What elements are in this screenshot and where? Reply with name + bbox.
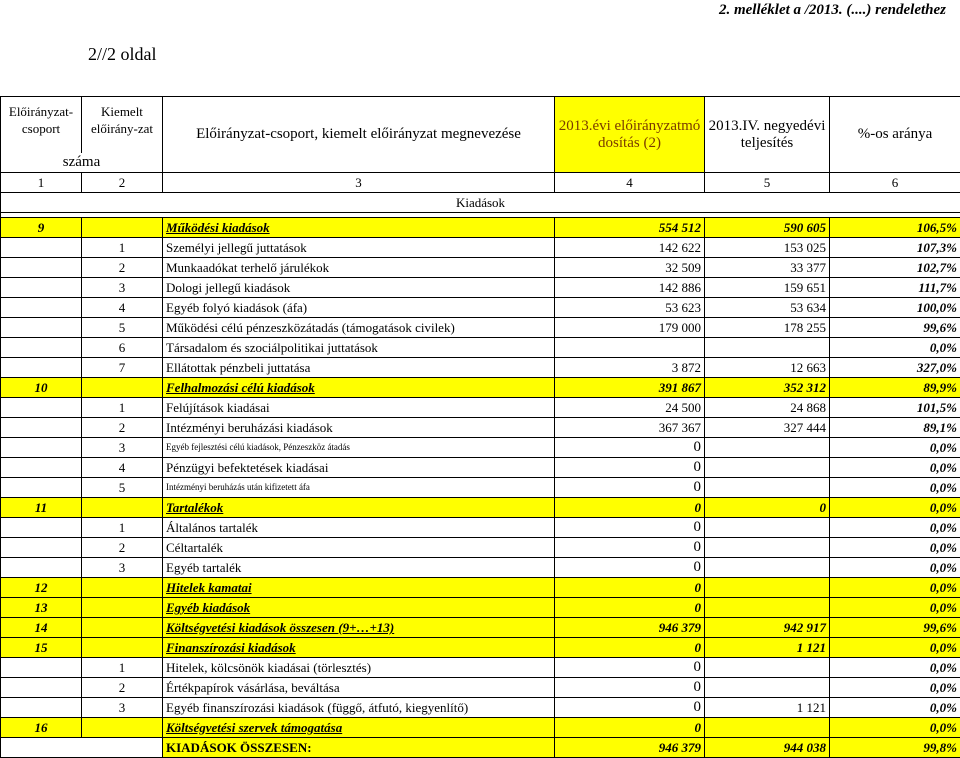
modification-value: 0 bbox=[555, 698, 705, 718]
expenses-table bbox=[0, 96, 960, 758]
item-number: 1 bbox=[82, 658, 163, 678]
modification-value: 0 bbox=[555, 438, 705, 458]
modification-value: 0 bbox=[555, 578, 705, 598]
fulfillment-value: 590 605 bbox=[705, 218, 830, 238]
item-name: Felhalmozási célú kiadások bbox=[163, 378, 555, 398]
modification-value: 0 bbox=[555, 598, 705, 618]
col-header-group: Előirányzat-csoport bbox=[1, 97, 82, 154]
page-indicator: 2//2 oldal bbox=[88, 44, 157, 65]
percent-value: 89,9% bbox=[830, 378, 960, 398]
modification-value: 24 500 bbox=[555, 398, 705, 418]
percent-value: 0,0% bbox=[830, 658, 960, 678]
fulfillment-value bbox=[705, 518, 830, 538]
item-number: 1 bbox=[82, 518, 163, 538]
group-number bbox=[1, 438, 82, 458]
modification-value: 0 bbox=[555, 518, 705, 538]
table-row bbox=[1, 698, 960, 718]
fulfillment-value: 178 255 bbox=[705, 318, 830, 338]
group-number: 14 bbox=[1, 618, 82, 638]
group-number bbox=[1, 538, 82, 558]
percent-value: 0,0% bbox=[830, 518, 960, 538]
group-number bbox=[1, 678, 82, 698]
col-header-szama: száma bbox=[1, 153, 163, 173]
item-number: 4 bbox=[82, 458, 163, 478]
document-title: 2. melléklet a /2013. (....) rendelethez bbox=[719, 2, 946, 19]
category-row bbox=[1, 578, 960, 598]
table-row bbox=[1, 298, 960, 318]
item-number: 3 bbox=[82, 698, 163, 718]
group-number: 16 bbox=[1, 718, 82, 738]
table-row bbox=[1, 678, 960, 698]
total-row bbox=[1, 738, 960, 758]
percent-value: 106,5% bbox=[830, 218, 960, 238]
item-name: Intézményi beruházás után kifizetett áfa bbox=[163, 478, 555, 498]
percent-value: 0,0% bbox=[830, 498, 960, 518]
total-label: KIADÁSOK ÖSSZESEN: bbox=[163, 738, 555, 758]
item-name: Társadalom és szociálpolitikai juttatások bbox=[163, 338, 555, 358]
fulfillment-value bbox=[705, 478, 830, 498]
item-number: 1 bbox=[82, 398, 163, 418]
group-number bbox=[1, 318, 82, 338]
group-number bbox=[1, 278, 82, 298]
item-name: Költségvetési szervek támogatása bbox=[163, 718, 555, 738]
table-row bbox=[1, 458, 960, 478]
group-number bbox=[1, 478, 82, 498]
col-header-fulfillment: 2013.IV. negyedévi teljesítés bbox=[705, 97, 830, 173]
table-row bbox=[1, 398, 960, 418]
modification-value: 142 622 bbox=[555, 238, 705, 258]
modification-value: 0 bbox=[555, 658, 705, 678]
percent-value: 101,5% bbox=[830, 398, 960, 418]
modification-value: 0 bbox=[555, 718, 705, 738]
item-name: Egyéb fejlesztési célú kiadások, Pénzeszköz átadás bbox=[163, 438, 555, 458]
modification-value: 0 bbox=[555, 478, 705, 498]
fulfillment-value: 153 025 bbox=[705, 238, 830, 258]
fulfillment-value bbox=[705, 678, 830, 698]
table-row bbox=[1, 518, 960, 538]
item-number bbox=[82, 218, 163, 238]
modification-value: 0 bbox=[555, 678, 705, 698]
item-number bbox=[82, 378, 163, 398]
fulfillment-value: 33 377 bbox=[705, 258, 830, 278]
item-name: Intézményi beruházási kiadások bbox=[163, 418, 555, 438]
item-name: Felújítások kiadásai bbox=[163, 398, 555, 418]
percent-value: 0,0% bbox=[830, 558, 960, 578]
group-number bbox=[1, 418, 82, 438]
item-name: Egyéb kiadások bbox=[163, 598, 555, 618]
modification-value: 3 872 bbox=[555, 358, 705, 378]
item-name: Céltartalék bbox=[163, 538, 555, 558]
percent-value: 89,1% bbox=[830, 418, 960, 438]
group-number bbox=[1, 298, 82, 318]
group-number: 11 bbox=[1, 498, 82, 518]
table-row bbox=[1, 278, 960, 298]
percent-value: 0,0% bbox=[830, 678, 960, 698]
item-name: Működési kiadások bbox=[163, 218, 555, 238]
item-number: 3 bbox=[82, 558, 163, 578]
col-num: 4 bbox=[555, 173, 705, 193]
table-row bbox=[1, 418, 960, 438]
col-num: 5 bbox=[705, 173, 830, 193]
item-number bbox=[82, 618, 163, 638]
modification-value: 367 367 bbox=[555, 418, 705, 438]
table-row bbox=[1, 258, 960, 278]
item-number: 6 bbox=[82, 338, 163, 358]
item-number: 3 bbox=[82, 278, 163, 298]
fulfillment-value: 942 917 bbox=[705, 618, 830, 638]
table-row bbox=[1, 338, 960, 358]
group-number bbox=[1, 518, 82, 538]
fulfillment-value bbox=[705, 718, 830, 738]
percent-value: 327,0% bbox=[830, 358, 960, 378]
group-number bbox=[1, 338, 82, 358]
item-number: 2 bbox=[82, 258, 163, 278]
table-row bbox=[1, 658, 960, 678]
percent-value: 100,0% bbox=[830, 298, 960, 318]
col-header-name: Előirányzat-csoport, kiemelt előirányzat megnevezése bbox=[163, 97, 555, 173]
col-num: 3 bbox=[163, 173, 555, 193]
item-name: Egyéb folyó kiadások (áfa) bbox=[163, 298, 555, 318]
fulfillment-value: 352 312 bbox=[705, 378, 830, 398]
col-header-kiemelt: Kiemelt előirány-zat bbox=[82, 97, 163, 154]
item-name: Hitelek kamatai bbox=[163, 578, 555, 598]
item-number: 1 bbox=[82, 238, 163, 258]
item-number bbox=[82, 578, 163, 598]
fulfillment-value: 159 651 bbox=[705, 278, 830, 298]
item-number: 2 bbox=[82, 678, 163, 698]
table-row bbox=[1, 358, 960, 378]
item-number: 5 bbox=[82, 318, 163, 338]
item-name: Finanszírozási kiadások bbox=[163, 638, 555, 658]
percent-value: 102,7% bbox=[830, 258, 960, 278]
percent-value: 0,0% bbox=[830, 718, 960, 738]
group-number bbox=[1, 558, 82, 578]
fulfillment-value bbox=[705, 538, 830, 558]
fulfillment-value bbox=[705, 658, 830, 678]
item-name: Működési célú pénzeszközátadás (támogatások civilek) bbox=[163, 318, 555, 338]
table-row bbox=[1, 438, 960, 458]
category-row bbox=[1, 598, 960, 618]
col-header-percent: %-os aránya bbox=[830, 97, 960, 173]
table-row bbox=[1, 318, 960, 338]
table-row bbox=[1, 558, 960, 578]
category-row bbox=[1, 618, 960, 638]
modification-value: 554 512 bbox=[555, 218, 705, 238]
category-row bbox=[1, 718, 960, 738]
item-name: Általános tartalék bbox=[163, 518, 555, 538]
item-number: 3 bbox=[82, 438, 163, 458]
modification-value: 391 867 bbox=[555, 378, 705, 398]
table-row bbox=[1, 538, 960, 558]
col-num: 1 bbox=[1, 173, 82, 193]
fulfillment-value: 0 bbox=[705, 498, 830, 518]
item-name: Munkaadókat terhelő járulékok bbox=[163, 258, 555, 278]
section-title: Kiadások bbox=[1, 193, 960, 213]
item-number bbox=[82, 598, 163, 618]
percent-value: 107,3% bbox=[830, 238, 960, 258]
item-number: 4 bbox=[82, 298, 163, 318]
percent-value: 0,0% bbox=[830, 538, 960, 558]
group-number bbox=[1, 698, 82, 718]
col-num: 6 bbox=[830, 173, 960, 193]
percent-value: 0,0% bbox=[830, 458, 960, 478]
modification-value: 0 bbox=[555, 638, 705, 658]
category-row bbox=[1, 218, 960, 238]
item-number bbox=[82, 498, 163, 518]
modification-value bbox=[555, 338, 705, 358]
item-number bbox=[82, 718, 163, 738]
modification-value: 0 bbox=[555, 538, 705, 558]
total-blank bbox=[1, 738, 163, 758]
percent-value: 0,0% bbox=[830, 338, 960, 358]
item-number: 5 bbox=[82, 478, 163, 498]
modification-value: 32 509 bbox=[555, 258, 705, 278]
item-name: Költségvetési kiadások összesen (9+…+13) bbox=[163, 618, 555, 638]
group-number bbox=[1, 398, 82, 418]
table-row bbox=[1, 478, 960, 498]
modification-value: 179 000 bbox=[555, 318, 705, 338]
group-number bbox=[1, 658, 82, 678]
modification-value: 946 379 bbox=[555, 618, 705, 638]
modification-value: 0 bbox=[555, 458, 705, 478]
percent-value: 0,0% bbox=[830, 478, 960, 498]
modification-value: 0 bbox=[555, 558, 705, 578]
item-number: 2 bbox=[82, 418, 163, 438]
item-name: Egyéb tartalék bbox=[163, 558, 555, 578]
fulfillment-value bbox=[705, 438, 830, 458]
group-number: 9 bbox=[1, 218, 82, 238]
fulfillment-value: 327 444 bbox=[705, 418, 830, 438]
col-header-modification: 2013.évi előirányzatmó dosítás (2) bbox=[555, 97, 705, 173]
group-number bbox=[1, 458, 82, 478]
group-number bbox=[1, 258, 82, 278]
fulfillment-value bbox=[705, 558, 830, 578]
group-number: 10 bbox=[1, 378, 82, 398]
fulfillment-value: 12 663 bbox=[705, 358, 830, 378]
item-name: Személyi jellegű juttatások bbox=[163, 238, 555, 258]
percent-value: 99,6% bbox=[830, 618, 960, 638]
modification-value: 0 bbox=[555, 498, 705, 518]
category-row bbox=[1, 638, 960, 658]
modification-value: 53 623 bbox=[555, 298, 705, 318]
fulfillment-value: 24 868 bbox=[705, 398, 830, 418]
total-modification: 946 379 bbox=[555, 738, 705, 758]
col-num: 2 bbox=[82, 173, 163, 193]
fulfillment-value bbox=[705, 338, 830, 358]
total-percent: 99,8% bbox=[830, 738, 960, 758]
percent-value: 0,0% bbox=[830, 698, 960, 718]
group-number: 12 bbox=[1, 578, 82, 598]
item-number bbox=[82, 638, 163, 658]
item-name: Pénzügyi befektetések kiadásai bbox=[163, 458, 555, 478]
item-name: Hitelek, kölcsönök kiadásai (törlesztés) bbox=[163, 658, 555, 678]
item-name: Tartalékok bbox=[163, 498, 555, 518]
category-row bbox=[1, 498, 960, 518]
fulfillment-value bbox=[705, 458, 830, 478]
item-number: 2 bbox=[82, 538, 163, 558]
percent-value: 0,0% bbox=[830, 638, 960, 658]
group-number bbox=[1, 238, 82, 258]
percent-value: 0,0% bbox=[830, 598, 960, 618]
item-name: Dologi jellegű kiadások bbox=[163, 278, 555, 298]
percent-value: 0,0% bbox=[830, 438, 960, 458]
modification-value: 142 886 bbox=[555, 278, 705, 298]
item-name: Értékpapírok vásárlása, beváltása bbox=[163, 678, 555, 698]
item-number: 7 bbox=[82, 358, 163, 378]
fulfillment-value: 1 121 bbox=[705, 698, 830, 718]
fulfillment-value bbox=[705, 578, 830, 598]
percent-value: 111,7% bbox=[830, 278, 960, 298]
group-number: 15 bbox=[1, 638, 82, 658]
fulfillment-value: 1 121 bbox=[705, 638, 830, 658]
item-name: Egyéb finanszírozási kiadások (függő, átfutó, kiegyenlítő) bbox=[163, 698, 555, 718]
group-number: 13 bbox=[1, 598, 82, 618]
percent-value: 99,6% bbox=[830, 318, 960, 338]
total-fulfillment: 944 038 bbox=[705, 738, 830, 758]
table-row bbox=[1, 238, 960, 258]
fulfillment-value bbox=[705, 598, 830, 618]
fulfillment-value: 53 634 bbox=[705, 298, 830, 318]
percent-value: 0,0% bbox=[830, 578, 960, 598]
item-name: Ellátottak pénzbeli juttatása bbox=[163, 358, 555, 378]
category-row bbox=[1, 378, 960, 398]
group-number bbox=[1, 358, 82, 378]
